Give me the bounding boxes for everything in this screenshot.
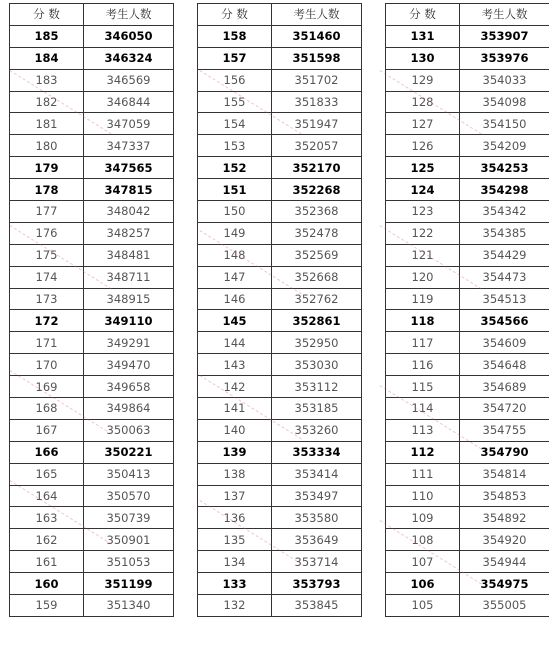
header-row xyxy=(386,4,549,26)
score-cell: 179 xyxy=(10,157,84,179)
score-cell: 121 xyxy=(386,244,460,266)
table-row xyxy=(10,113,174,135)
score-cell: 156 xyxy=(198,69,272,91)
table-row xyxy=(386,310,549,332)
score-cell: 123 xyxy=(386,201,460,223)
score-cell: 133 xyxy=(198,573,272,595)
score-cell: 163 xyxy=(10,507,84,529)
count-cell: 354944 xyxy=(460,551,549,573)
count-cell: 353845 xyxy=(272,595,362,617)
score-cell: 160 xyxy=(10,573,84,595)
score-cell: 138 xyxy=(198,463,272,485)
count-cell: 353185 xyxy=(272,398,362,420)
score-cell: 153 xyxy=(198,135,272,157)
count-cell: 346050 xyxy=(84,25,174,47)
table-row xyxy=(198,266,362,288)
score-cell: 182 xyxy=(10,91,84,113)
table-row xyxy=(10,551,174,573)
count-cell: 354566 xyxy=(460,310,549,332)
header-count: 考生人数 xyxy=(272,4,362,26)
count-cell: 350221 xyxy=(84,441,174,463)
table-row xyxy=(198,507,362,529)
count-cell: 348711 xyxy=(84,266,174,288)
table-row xyxy=(10,69,174,91)
table-row xyxy=(10,507,174,529)
count-cell: 354473 xyxy=(460,266,549,288)
score-cell: 124 xyxy=(386,179,460,201)
count-cell: 350901 xyxy=(84,529,174,551)
count-cell: 354429 xyxy=(460,244,549,266)
score-cell: 180 xyxy=(10,135,84,157)
table-row xyxy=(386,266,549,288)
count-cell: 354790 xyxy=(460,441,549,463)
count-cell: 351833 xyxy=(272,91,362,113)
count-cell: 353414 xyxy=(272,463,362,485)
score-cell: 122 xyxy=(386,222,460,244)
score-cell: 110 xyxy=(386,485,460,507)
score-table-3 xyxy=(385,3,549,617)
table-row xyxy=(10,595,174,617)
count-cell: 349291 xyxy=(84,332,174,354)
count-cell: 350739 xyxy=(84,507,174,529)
count-cell: 350413 xyxy=(84,463,174,485)
count-cell: 347059 xyxy=(84,113,174,135)
score-cell: 127 xyxy=(386,113,460,135)
score-cell: 159 xyxy=(10,595,84,617)
table-row xyxy=(386,201,549,223)
count-cell: 346324 xyxy=(84,47,174,69)
score-cell: 150 xyxy=(198,201,272,223)
score-cell: 139 xyxy=(198,441,272,463)
count-cell: 352950 xyxy=(272,332,362,354)
count-cell: 353976 xyxy=(460,47,549,69)
score-cell: 178 xyxy=(10,179,84,201)
score-cell: 113 xyxy=(386,419,460,441)
count-cell: 351340 xyxy=(84,595,174,617)
score-cell: 117 xyxy=(386,332,460,354)
count-cell: 351702 xyxy=(272,69,362,91)
count-cell: 353649 xyxy=(272,529,362,551)
table-row xyxy=(198,354,362,376)
table-row xyxy=(386,463,549,485)
table-row xyxy=(10,376,174,398)
count-cell: 347337 xyxy=(84,135,174,157)
score-cell: 134 xyxy=(198,551,272,573)
table-row xyxy=(198,91,362,113)
count-cell: 350063 xyxy=(84,419,174,441)
count-cell: 354975 xyxy=(460,573,549,595)
table-row xyxy=(386,69,549,91)
score-cell: 169 xyxy=(10,376,84,398)
table-row xyxy=(198,398,362,420)
table-row xyxy=(10,222,174,244)
score-cell: 177 xyxy=(10,201,84,223)
score-cell: 109 xyxy=(386,507,460,529)
header-score: 分 数 xyxy=(386,4,460,26)
count-cell: 353497 xyxy=(272,485,362,507)
table-row xyxy=(10,463,174,485)
count-cell: 348042 xyxy=(84,201,174,223)
score-cell: 148 xyxy=(198,244,272,266)
header-row xyxy=(10,4,174,26)
score-cell: 149 xyxy=(198,222,272,244)
table-row xyxy=(198,441,362,463)
table-row xyxy=(386,398,549,420)
score-table-1 xyxy=(9,3,174,617)
table-row xyxy=(386,441,549,463)
table-row xyxy=(386,485,549,507)
table-row xyxy=(198,69,362,91)
table-row xyxy=(198,222,362,244)
count-cell: 347815 xyxy=(84,179,174,201)
table-row xyxy=(386,573,549,595)
score-cell: 170 xyxy=(10,354,84,376)
score-cell: 184 xyxy=(10,47,84,69)
table-row xyxy=(198,179,362,201)
table-row xyxy=(10,441,174,463)
score-cell: 147 xyxy=(198,266,272,288)
count-cell: 354609 xyxy=(460,332,549,354)
table-row xyxy=(198,25,362,47)
table-row xyxy=(386,47,549,69)
count-cell: 354648 xyxy=(460,354,549,376)
score-cell: 129 xyxy=(386,69,460,91)
table-row xyxy=(386,332,549,354)
table-row xyxy=(198,201,362,223)
score-cell: 130 xyxy=(386,47,460,69)
table-row xyxy=(386,376,549,398)
score-cell: 175 xyxy=(10,244,84,266)
count-cell: 350570 xyxy=(84,485,174,507)
table-row xyxy=(10,310,174,332)
score-cell: 166 xyxy=(10,441,84,463)
table-row xyxy=(10,573,174,595)
table-row xyxy=(198,485,362,507)
header-score: 分 数 xyxy=(198,4,272,26)
count-cell: 349470 xyxy=(84,354,174,376)
table-row xyxy=(386,551,549,573)
count-cell: 353907 xyxy=(460,25,549,47)
count-cell: 353030 xyxy=(272,354,362,376)
count-cell: 352057 xyxy=(272,135,362,157)
table-row xyxy=(386,157,549,179)
score-cell: 115 xyxy=(386,376,460,398)
table-row xyxy=(386,113,549,135)
count-cell: 353334 xyxy=(272,441,362,463)
count-cell: 352861 xyxy=(272,310,362,332)
score-cell: 106 xyxy=(386,573,460,595)
count-cell: 347565 xyxy=(84,157,174,179)
count-cell: 352478 xyxy=(272,222,362,244)
score-cell: 116 xyxy=(386,354,460,376)
count-cell: 351598 xyxy=(272,47,362,69)
table-row xyxy=(10,354,174,376)
table-row xyxy=(10,179,174,201)
table-row xyxy=(10,419,174,441)
table-row xyxy=(10,266,174,288)
table-row xyxy=(10,91,174,113)
count-cell: 353260 xyxy=(272,419,362,441)
table-row xyxy=(10,157,174,179)
table-row xyxy=(198,573,362,595)
header-score: 分 数 xyxy=(10,4,84,26)
table-row xyxy=(10,529,174,551)
score-cell: 146 xyxy=(198,288,272,310)
table-row xyxy=(386,595,549,617)
table-row xyxy=(10,135,174,157)
score-cell: 143 xyxy=(198,354,272,376)
score-cell: 132 xyxy=(198,595,272,617)
count-cell: 353793 xyxy=(272,573,362,595)
score-cell: 120 xyxy=(386,266,460,288)
count-cell: 349864 xyxy=(84,398,174,420)
count-cell: 348915 xyxy=(84,288,174,310)
score-cell: 162 xyxy=(10,529,84,551)
table-row xyxy=(198,463,362,485)
table-row xyxy=(386,222,549,244)
table-row xyxy=(386,419,549,441)
table-row xyxy=(386,135,549,157)
score-table-2 xyxy=(197,3,362,617)
count-cell: 352170 xyxy=(272,157,362,179)
table-row xyxy=(386,507,549,529)
count-cell: 354033 xyxy=(460,69,549,91)
count-cell: 346569 xyxy=(84,69,174,91)
score-cell: 145 xyxy=(198,310,272,332)
score-cell: 157 xyxy=(198,47,272,69)
score-cell: 125 xyxy=(386,157,460,179)
table-row xyxy=(386,91,549,113)
score-cell: 152 xyxy=(198,157,272,179)
table-row xyxy=(198,157,362,179)
table-row xyxy=(198,332,362,354)
count-cell: 351199 xyxy=(84,573,174,595)
table-row xyxy=(198,47,362,69)
table-row xyxy=(10,25,174,47)
count-cell: 353580 xyxy=(272,507,362,529)
count-cell: 353112 xyxy=(272,376,362,398)
table-row xyxy=(198,551,362,573)
score-cell: 183 xyxy=(10,69,84,91)
count-cell: 354298 xyxy=(460,179,549,201)
score-cell: 181 xyxy=(10,113,84,135)
count-cell: 346844 xyxy=(84,91,174,113)
count-cell: 352268 xyxy=(272,179,362,201)
score-cell: 154 xyxy=(198,113,272,135)
table-row xyxy=(386,288,549,310)
count-cell: 352668 xyxy=(272,266,362,288)
score-cell: 144 xyxy=(198,332,272,354)
score-cell: 171 xyxy=(10,332,84,354)
table-row xyxy=(198,244,362,266)
score-cell: 128 xyxy=(386,91,460,113)
count-cell: 354720 xyxy=(460,398,549,420)
score-cell: 173 xyxy=(10,288,84,310)
count-cell: 354892 xyxy=(460,507,549,529)
count-cell: 352569 xyxy=(272,244,362,266)
score-cell: 114 xyxy=(386,398,460,420)
count-cell: 354513 xyxy=(460,288,549,310)
score-cell: 111 xyxy=(386,463,460,485)
score-cell: 107 xyxy=(386,551,460,573)
score-cell: 168 xyxy=(10,398,84,420)
count-cell: 348481 xyxy=(84,244,174,266)
count-cell: 351460 xyxy=(272,25,362,47)
count-cell: 351053 xyxy=(84,551,174,573)
score-cell: 131 xyxy=(386,25,460,47)
table-row xyxy=(198,135,362,157)
count-cell: 354342 xyxy=(460,201,549,223)
table-row xyxy=(198,288,362,310)
score-cell: 105 xyxy=(386,595,460,617)
score-cell: 158 xyxy=(198,25,272,47)
score-cell: 137 xyxy=(198,485,272,507)
score-cell: 176 xyxy=(10,222,84,244)
score-cell: 164 xyxy=(10,485,84,507)
table-row xyxy=(10,485,174,507)
count-cell: 354814 xyxy=(460,463,549,485)
score-cell: 141 xyxy=(198,398,272,420)
count-cell: 353714 xyxy=(272,551,362,573)
count-cell: 354920 xyxy=(460,529,549,551)
score-cell: 135 xyxy=(198,529,272,551)
score-cell: 142 xyxy=(198,376,272,398)
table-row xyxy=(198,310,362,332)
count-cell: 355005 xyxy=(460,595,549,617)
score-cell: 136 xyxy=(198,507,272,529)
header-count: 考生人数 xyxy=(460,4,549,26)
table-row xyxy=(10,398,174,420)
table-row xyxy=(386,529,549,551)
score-cell: 112 xyxy=(386,441,460,463)
table-row xyxy=(198,595,362,617)
table-row xyxy=(10,201,174,223)
score-cell: 126 xyxy=(386,135,460,157)
table-row xyxy=(10,244,174,266)
count-cell: 354853 xyxy=(460,485,549,507)
count-cell: 354755 xyxy=(460,419,549,441)
count-cell: 348257 xyxy=(84,222,174,244)
count-cell: 349110 xyxy=(84,310,174,332)
count-cell: 352762 xyxy=(272,288,362,310)
header-row xyxy=(198,4,362,26)
count-cell: 354098 xyxy=(460,91,549,113)
score-cell: 185 xyxy=(10,25,84,47)
table-row xyxy=(10,288,174,310)
score-cell: 151 xyxy=(198,179,272,201)
count-cell: 354385 xyxy=(460,222,549,244)
table-row xyxy=(386,25,549,47)
count-cell: 354253 xyxy=(460,157,549,179)
score-cell: 165 xyxy=(10,463,84,485)
count-cell: 354209 xyxy=(460,135,549,157)
count-cell: 352368 xyxy=(272,201,362,223)
table-row xyxy=(10,332,174,354)
score-cell: 155 xyxy=(198,91,272,113)
score-cell: 167 xyxy=(10,419,84,441)
table-row xyxy=(386,244,549,266)
count-cell: 349658 xyxy=(84,376,174,398)
score-cell: 172 xyxy=(10,310,84,332)
count-cell: 354150 xyxy=(460,113,549,135)
score-cell: 118 xyxy=(386,310,460,332)
table-row xyxy=(198,419,362,441)
table-row xyxy=(386,354,549,376)
score-cell: 119 xyxy=(386,288,460,310)
count-cell: 354689 xyxy=(460,376,549,398)
score-cell: 174 xyxy=(10,266,84,288)
table-row xyxy=(198,376,362,398)
score-cell: 140 xyxy=(198,419,272,441)
score-cell: 161 xyxy=(10,551,84,573)
count-cell: 351947 xyxy=(272,113,362,135)
header-count: 考生人数 xyxy=(84,4,174,26)
table-row xyxy=(198,113,362,135)
table-row xyxy=(10,47,174,69)
score-cell: 108 xyxy=(386,529,460,551)
table-row xyxy=(386,179,549,201)
table-row xyxy=(198,529,362,551)
